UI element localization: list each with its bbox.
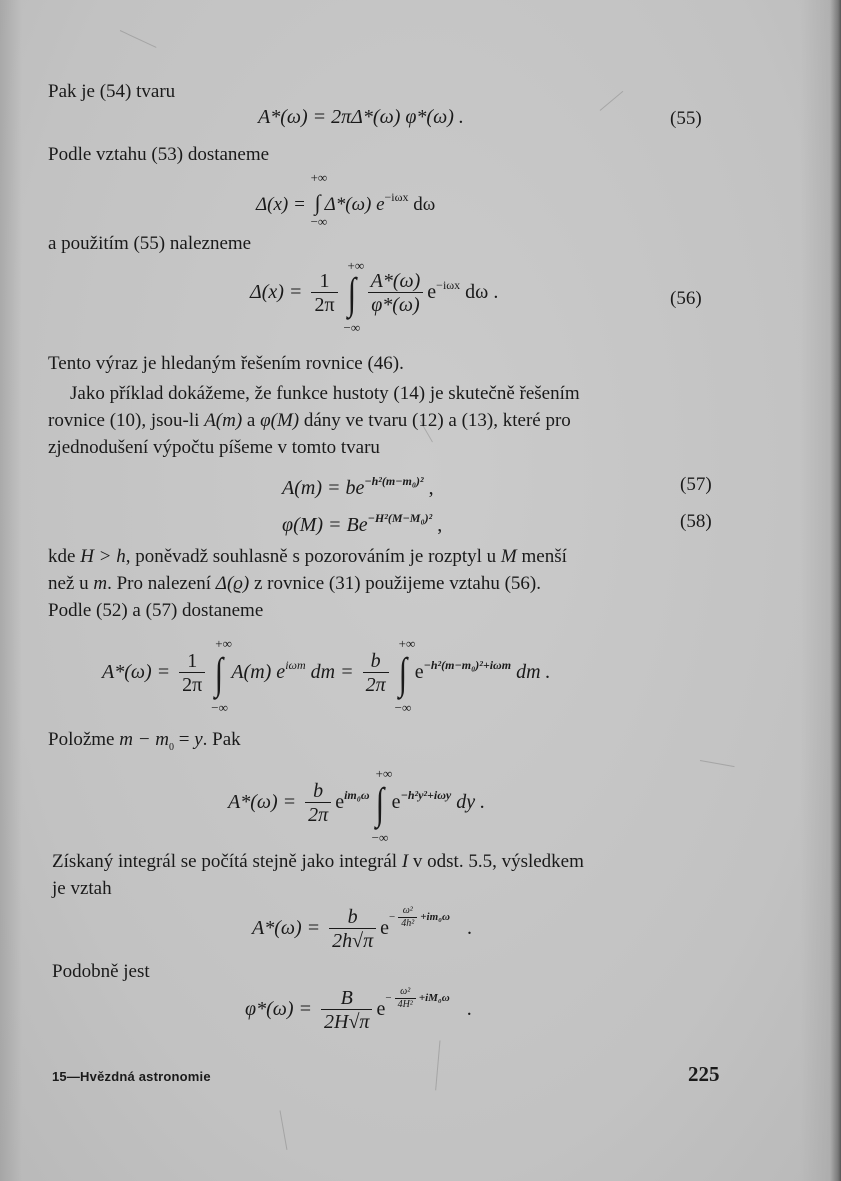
equation-number-56: (56) <box>670 288 702 309</box>
exponent: −iωx <box>436 278 461 293</box>
equation-delta-integral <box>256 170 436 229</box>
denominator: 2π <box>365 674 386 696</box>
exponent <box>389 905 450 930</box>
equation-lhs: Δ(x) = <box>250 281 308 304</box>
text: v odst. 5.5, výsledkem <box>408 851 584 872</box>
paragraph-ziskany-line1 <box>52 850 584 874</box>
numerator: A*(ω) <box>368 270 424 293</box>
integral-sign: ∫ <box>347 268 356 318</box>
numerator: ω² <box>395 986 416 999</box>
exp-base: e <box>376 998 386 1021</box>
fraction <box>321 987 372 1034</box>
punctuation: . <box>461 998 472 1021</box>
text: a <box>242 410 261 431</box>
text: , poněvadž souhlasně s pozorováním je rozptyl u <box>125 546 501 567</box>
numerator: b <box>363 650 389 673</box>
exp-base: e <box>335 791 345 814</box>
fraction <box>368 270 424 317</box>
equation-lhs: A*(ω) = <box>228 791 302 814</box>
fraction <box>305 780 331 827</box>
differential: dm . <box>511 661 551 684</box>
math-inline: H > h <box>80 546 126 567</box>
paragraph-podle-vztahu: Podle vztahu (53) dostaneme <box>48 144 270 165</box>
denominator: 2π <box>182 674 203 696</box>
math-inline: Δ(ϱ) <box>215 573 250 594</box>
numerator: B <box>321 987 372 1010</box>
integral-upper-limit: +∞ <box>215 635 232 651</box>
exponent <box>385 986 449 1011</box>
integral-sign: ∫ <box>398 648 407 698</box>
exponent: −h²y²+iωy <box>400 788 452 803</box>
integral-upper-limit: +∞ <box>398 635 416 651</box>
paragraph-jako-priklad-line2 <box>48 409 571 433</box>
integral-upper-limit: +∞ <box>310 170 328 185</box>
text: rovnice (10), jsou-li <box>48 410 205 431</box>
paragraph-a-pouzitim: a použitím (55) nalezneme <box>48 233 252 254</box>
paragraph-kde-line1 <box>48 545 567 569</box>
equation-phistar-result <box>245 986 472 1034</box>
math-inline: M <box>500 546 517 567</box>
fraction <box>179 650 205 697</box>
numerator: b <box>329 906 376 929</box>
integral-upper-limit: +∞ <box>375 765 393 781</box>
integral-lower-limit: −∞ <box>310 214 328 229</box>
exponent: −iωx <box>384 190 409 204</box>
equation-lhs: Δ(x) = <box>256 194 311 215</box>
math-inline: y <box>194 729 203 750</box>
exp-base: e <box>391 791 401 814</box>
exponent: −h²(m−m₀)²+iωm <box>423 658 512 673</box>
exponent: iωm <box>285 658 306 673</box>
paper-fiber <box>600 91 624 111</box>
differential: dω . <box>460 281 499 304</box>
numerator: b <box>305 780 331 803</box>
numerator: 1 <box>179 650 205 673</box>
paragraph-ziskany-line2: je vztah <box>52 878 112 899</box>
integral-sign: ∫ <box>215 648 224 698</box>
fraction <box>363 650 389 697</box>
equation-lhs: A*(ω) = <box>252 917 326 940</box>
exp-base: e <box>427 281 437 304</box>
denominator: 2π <box>308 804 329 826</box>
text: kde <box>48 546 81 567</box>
paper-fiber <box>700 760 735 767</box>
integrand: Δ*(ω) e <box>324 194 385 215</box>
paragraph-tento-vyraz: Tento výraz je hledaným řešením rovnice (46). <box>48 353 404 374</box>
integral-sign: ∫ <box>314 190 321 215</box>
differential: dy . <box>451 791 486 814</box>
paper-fiber <box>120 30 157 48</box>
denominator: 4h² <box>401 918 415 929</box>
equation-57 <box>282 474 434 500</box>
fraction <box>311 270 337 317</box>
exp-base: e <box>380 917 390 940</box>
paragraph-podobne: Podobně jest <box>52 961 150 982</box>
equation-55-body: A*(ω) = 2πΔ*(ω) φ*(ω) . <box>258 106 464 128</box>
integral-upper-limit: +∞ <box>347 257 365 273</box>
subscript: 0 <box>169 741 175 753</box>
paper-fiber <box>280 1110 288 1150</box>
integral-sign: ∫ <box>375 778 384 828</box>
punctuation: , <box>432 514 443 536</box>
paragraph-kde-line2 <box>48 572 541 596</box>
exponent-fraction <box>395 986 416 1011</box>
numerator: 1 <box>311 270 337 293</box>
equation-astar-y <box>228 765 486 845</box>
text: Získaný integrál se počítá stejně jako integrál <box>52 851 402 872</box>
exponent: im₀ω <box>344 788 370 803</box>
differential: dω <box>408 194 436 215</box>
differential: dm = <box>305 661 359 684</box>
integrand: A(m) e <box>231 661 286 684</box>
integral-lower-limit: −∞ <box>371 829 389 845</box>
numerator: ω² <box>398 905 417 918</box>
math-inline: A(m) <box>204 410 243 431</box>
equation-lhs: φ*(ω) = <box>245 998 318 1021</box>
math-inline: m − m <box>119 729 170 750</box>
denominator: φ*(ω) <box>371 294 420 316</box>
page-number: 225 <box>688 1062 720 1086</box>
equation-55 <box>258 106 464 129</box>
paragraph-polozme <box>48 728 241 760</box>
fraction <box>329 906 376 953</box>
minus-sign: − <box>385 992 392 1005</box>
paragraph-intro: Pak je (54) tvaru <box>48 81 176 102</box>
punctuation: , <box>423 477 434 499</box>
exponent: −H²(M−M₀)² <box>367 511 433 525</box>
equation-number-55: (55) <box>670 108 702 129</box>
equation-astar-integral <box>102 635 551 715</box>
exponent-fraction <box>398 905 417 930</box>
equation-body: A(m) = be <box>282 477 365 499</box>
equation-body: φ(M) = Be <box>282 514 368 536</box>
text: . Pak <box>202 729 241 750</box>
text: než u <box>48 573 94 594</box>
exponent: −h²(m−m₀)² <box>364 474 424 488</box>
equation-number-57: (57) <box>680 474 712 495</box>
equation-number-58: (58) <box>680 511 712 532</box>
text: menší <box>516 546 567 567</box>
math-inline: φ(M) <box>260 410 300 431</box>
denominator: 2H√π <box>324 1010 370 1033</box>
text: . Pro nalezení <box>107 573 216 594</box>
equation-astar-result <box>252 905 472 953</box>
equation-58 <box>282 511 442 537</box>
text: z rovnice (31) použijeme vztahu (56). <box>249 573 541 594</box>
punctuation: . <box>461 917 472 940</box>
paragraph-jako-priklad-line3: zjednodušení výpočtu píšeme v tomto tvaru <box>48 437 380 458</box>
minus-sign: − <box>389 911 396 924</box>
integral-lower-limit: −∞ <box>211 699 228 715</box>
math-inline: I <box>401 851 409 872</box>
text: = <box>174 729 195 750</box>
signature-mark: 15—Hvězdná astronomie <box>52 1069 211 1084</box>
text: Položme <box>48 729 120 750</box>
denominator: 4H² <box>397 999 413 1010</box>
equation-lhs: A*(ω) = <box>102 661 176 684</box>
exponent-tail: +iM₀ω <box>418 992 450 1005</box>
integral-lower-limit: −∞ <box>343 319 361 335</box>
paper-fiber <box>435 1040 440 1090</box>
equation-56 <box>250 257 499 335</box>
text: dány ve tvaru (12) a (13), které pro <box>299 410 571 431</box>
integral-lower-limit: −∞ <box>394 699 412 715</box>
exp-base: e <box>414 661 424 684</box>
paragraph-jako-priklad-line1: Jako příklad dokážeme, že funkce hustoty (14) je skutečně řešením <box>70 383 580 404</box>
exponent-tail: +im₀ω <box>420 911 450 924</box>
paragraph-kde-line3: Podle (52) a (57) dostaneme <box>48 600 264 621</box>
math-inline: m <box>93 573 108 594</box>
denominator: 2π <box>314 294 335 316</box>
denominator: 2h√π <box>332 929 374 952</box>
